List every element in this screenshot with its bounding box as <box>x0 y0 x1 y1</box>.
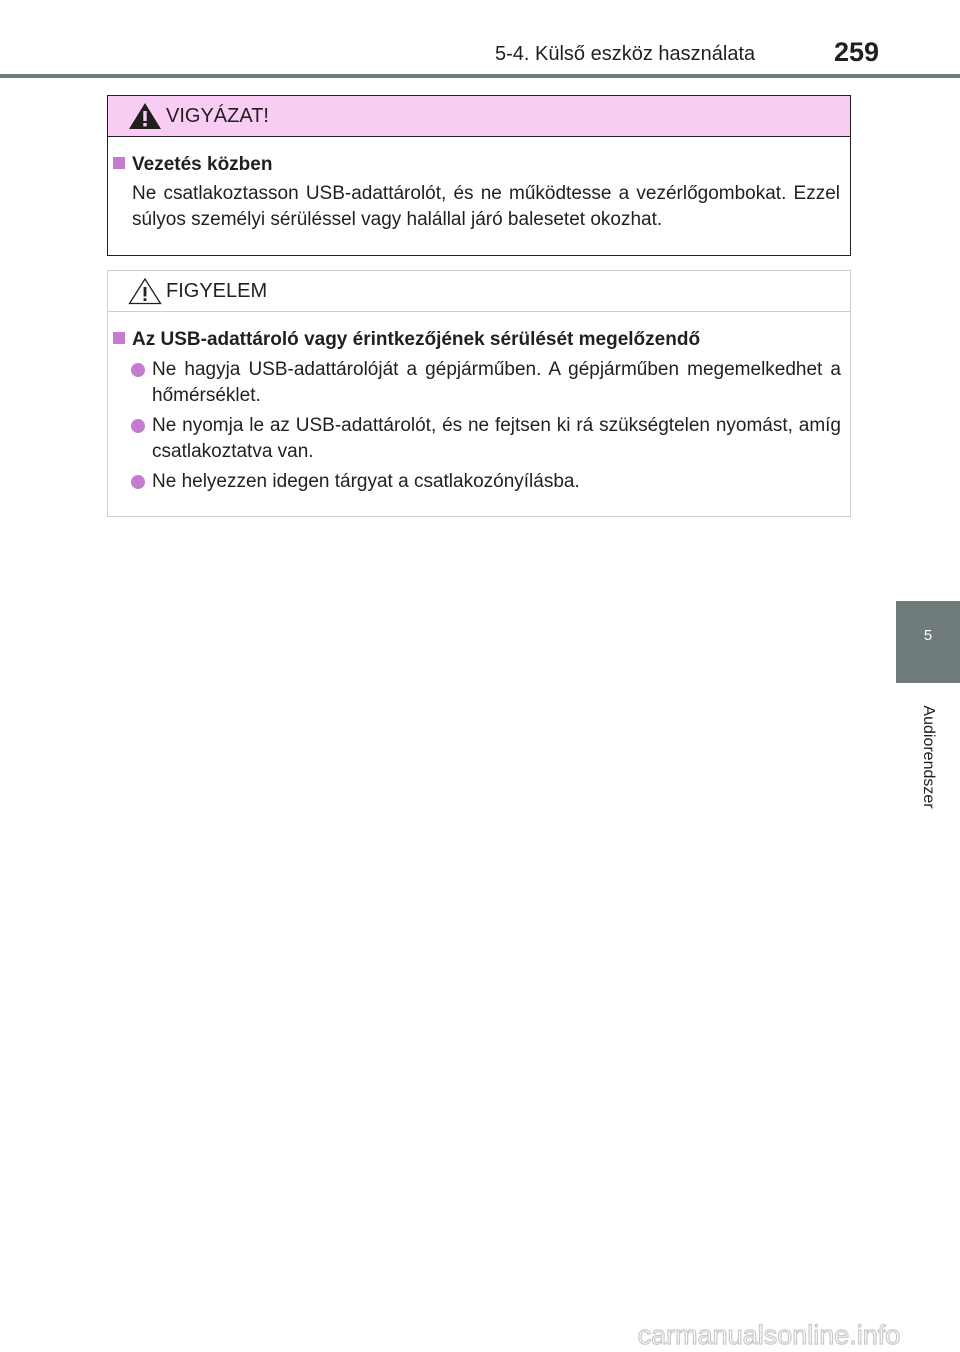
notice-bullet-3: Ne helyezzen idegen tárgyat a csatlakozónyílásba. <box>152 471 580 492</box>
bullet-dot-icon <box>131 475 145 489</box>
notice-bullet-2: Ne nyomja le az USB-adattárolót, és ne fejtsen ki rá szükségtelen nyomást, amíg csatlakoztatva van. <box>152 415 841 462</box>
watermark-logo <box>586 1320 952 1350</box>
square-bullet-icon <box>113 157 125 169</box>
chapter-label: Audiorendszer <box>920 705 937 809</box>
chapter-tab <box>896 601 960 683</box>
caution-triangle-icon <box>128 277 162 305</box>
warning-box-header <box>108 96 850 137</box>
square-bullet-icon <box>113 332 125 344</box>
notice-section-title <box>113 329 700 351</box>
notice-box-header <box>108 271 850 312</box>
chapter-number: 5 <box>923 627 933 644</box>
header-divider <box>0 74 960 78</box>
notice-heading: FIGYELEM <box>166 280 268 302</box>
notice-box <box>107 270 851 517</box>
warning-heading: VIGYÁZAT! <box>166 105 269 127</box>
svg-text:carmanualsonline.info: carmanualsonline.info <box>637 1320 901 1350</box>
warning-box <box>107 95 851 256</box>
notice-section-title-text: Az USB-adattároló vagy érintkezőjének sérülését megelőzendő <box>132 329 701 350</box>
warning-section-title <box>113 154 272 176</box>
page-number: 259 <box>834 37 880 67</box>
page-header <box>0 0 960 80</box>
section-title-header: 5-4. Külső eszköz használata <box>495 43 756 65</box>
notice-bullet-1: Ne hagyja USB-adattárolóját a gépjárműben. A gépjárműben megemelkedhet a hőmérséklet. <box>152 359 841 406</box>
warning-section-title-text: Vezetés közben <box>132 154 273 175</box>
warning-triangle-icon <box>128 102 162 130</box>
bullet-dot-icon <box>131 419 145 433</box>
bullet-dot-icon <box>131 363 145 377</box>
warning-text: Ne csatlakoztasson USB-adattárolót, és ne működtesse a vezérlőgombokat. Ezzel súlyos személyi sérüléssel vagy halállal járó balesetet okozhat. <box>132 183 840 230</box>
